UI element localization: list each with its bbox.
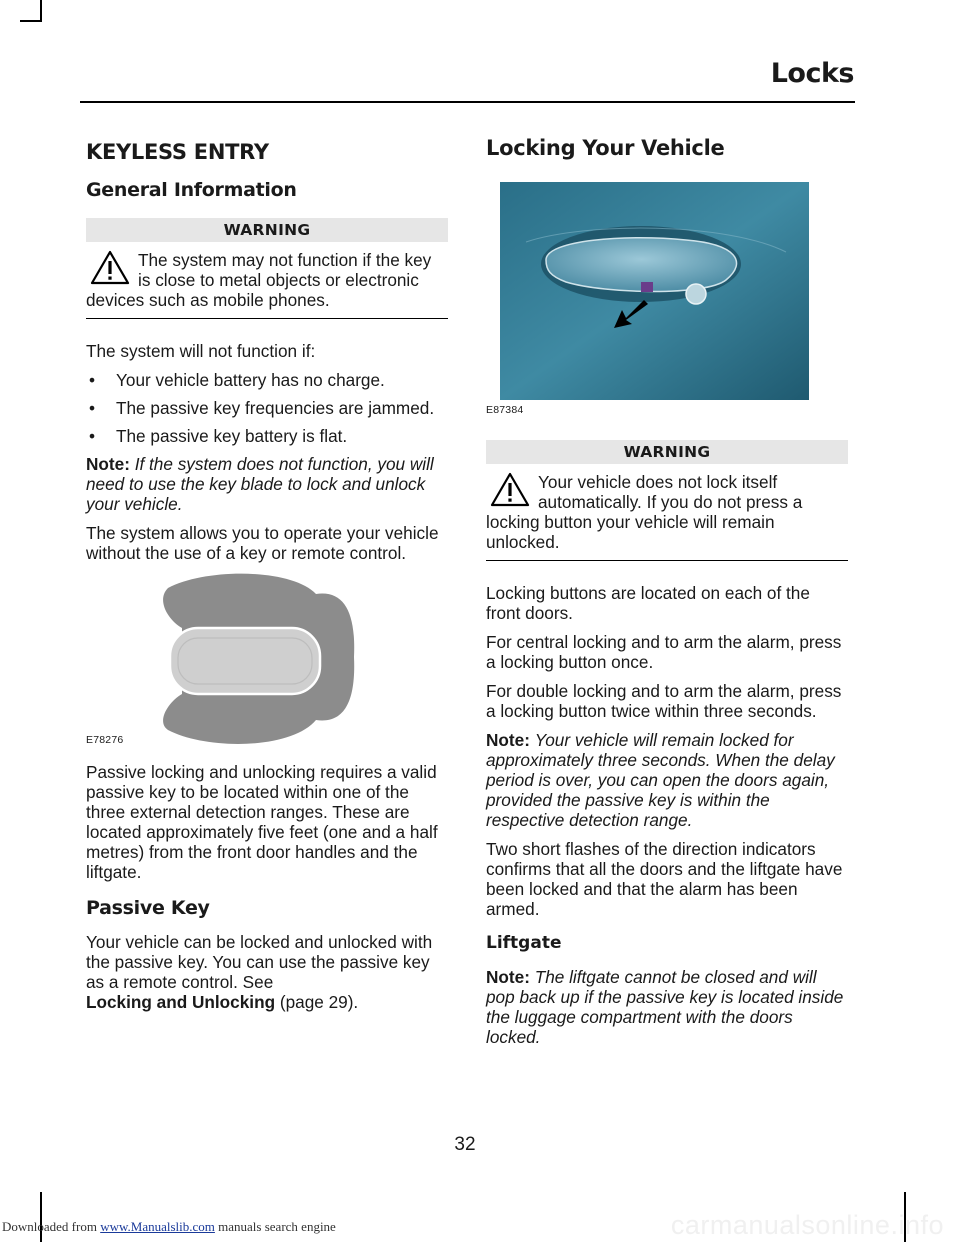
- note-label: Note:: [486, 730, 530, 750]
- subsection-heading: Passive Key: [86, 897, 210, 919]
- intro-text: The system will not function if:: [86, 341, 316, 361]
- paragraph: For central locking and to arm the alarm, press a locking button once.: [486, 632, 842, 672]
- paragraph: Locking buttons are located on each of the front doors.: [486, 583, 810, 623]
- footer-suffix: manuals search engine: [214, 1219, 336, 1234]
- page-number: 32: [454, 1134, 476, 1155]
- page-reference: (page 29).: [279, 992, 359, 1012]
- watermark: carmanualsonline.info: [670, 1210, 944, 1240]
- paragraph: Passive locking and unlocking requires a valid passive key to be located within one of the three external detection ranges. These are located approximately five feet (one and a half metres) from the front door handles and the liftgate.: [86, 762, 438, 882]
- note-label: Note:: [486, 967, 530, 987]
- warning-label: WARNING: [486, 440, 848, 464]
- paragraph: The system allows you to operate your vehicle without the use of a key or remote control.: [86, 523, 439, 563]
- right-column: [486, 132, 848, 1056]
- paragraph: For double locking and to arm the alarm, press a locking button twice within three seconds.: [486, 681, 842, 721]
- figure-id: E87384: [486, 404, 524, 416]
- paragraph: Your vehicle can be locked and unlocked with the passive key. You can use the passive key as a remote control. See Locking and Unlocking (page 29).: [86, 932, 433, 1012]
- footer: [2, 1219, 336, 1235]
- crop-mark: [40, 0, 42, 22]
- note-text: Your vehicle will remain locked for approximately three seconds. When the delay period is over, you can open the doors again, provided the passive key is within the respective detection range.: [486, 730, 835, 830]
- header-rule: [80, 101, 855, 103]
- door-handle-photo: [486, 182, 848, 422]
- note: [486, 730, 848, 830]
- door-handle-figure: [486, 182, 848, 422]
- detection-range-diagram: [86, 572, 448, 750]
- warning-text: The system may not function if the key is close to metal objects or electronic devices such as mobile phones.: [86, 250, 432, 310]
- warning-box: [86, 218, 448, 319]
- warning-label: WARNING: [86, 218, 448, 242]
- paragraph: Two short flashes of the direction indicators confirms that all the doors and the liftgate have been locked and that the alarm has been armed.: [486, 839, 843, 919]
- footer-link[interactable]: www.Manualslib.com: [100, 1219, 215, 1234]
- warning-text: Your vehicle does not lock itself automatically. If you do not press a locking button your vehicle will remain unlocked.: [486, 472, 803, 552]
- warning-icon: [90, 250, 130, 286]
- figure-id: E78276: [86, 734, 124, 746]
- detection-range-figure: [86, 572, 448, 750]
- cross-reference-link[interactable]: Locking and Unlocking: [86, 992, 276, 1012]
- page-title: Locks: [770, 58, 854, 89]
- crop-mark: [20, 20, 42, 22]
- list-item: • The passive key frequencies are jammed.: [86, 398, 448, 418]
- note: [86, 454, 448, 514]
- warning-box: [486, 440, 848, 561]
- footer-prefix: Downloaded from: [2, 1219, 97, 1234]
- subsection-heading: Liftgate: [486, 933, 562, 953]
- note-text: If the system does not function, you will need to use the key blade to lock and unlock your vehicle.: [86, 454, 434, 514]
- note-label: Note:: [86, 454, 130, 474]
- section-heading: Locking Your Vehicle: [486, 136, 725, 160]
- list-item: • The passive key battery is flat.: [86, 426, 448, 446]
- warning-icon: [490, 472, 530, 508]
- list-item: • Your vehicle battery has no charge.: [86, 370, 448, 390]
- note: [486, 967, 848, 1047]
- subsection-heading: General Information: [86, 179, 297, 201]
- left-column: [86, 132, 448, 1021]
- condition-list: [86, 370, 448, 446]
- note-text: The liftgate cannot be closed and will pop back up if the passive key is located inside the luggage compartment with the doors locked.: [486, 967, 844, 1047]
- section-heading: KEYLESS ENTRY: [86, 140, 269, 164]
